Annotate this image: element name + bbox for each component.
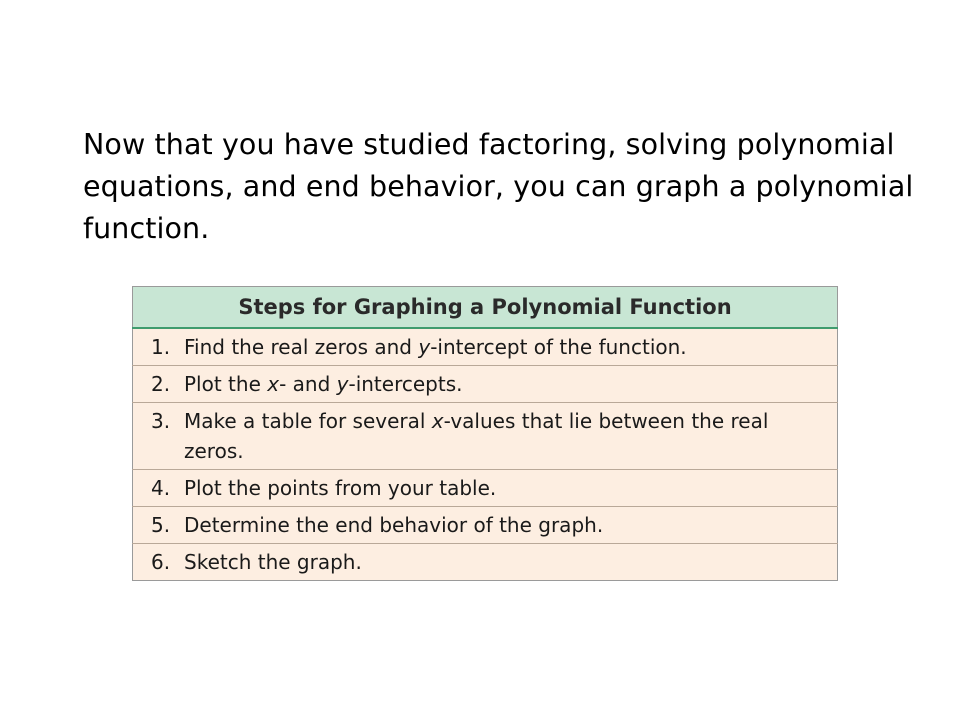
intro-paragraph: Now that you have studied factoring, solving polynomial equations, and end behavior, you can graph a polynomial function. (83, 128, 914, 245)
step-cell (133, 366, 838, 403)
table-row (133, 544, 838, 581)
table-title: Steps for Graphing a Polynomial Function (133, 287, 838, 329)
table-row (133, 507, 838, 544)
step-cell (133, 544, 838, 581)
step-text: Find the real zeros and y-intercept of the function. (184, 335, 687, 359)
step-text: Plot the points from your table. (184, 476, 497, 500)
step-number: 1. (151, 335, 171, 359)
step-text: Sketch the graph. (184, 550, 362, 574)
step-number: 2. (151, 372, 171, 396)
step-cell (133, 470, 838, 507)
step-cell (133, 507, 838, 544)
table-row (133, 403, 838, 470)
steps-table (132, 286, 838, 581)
table-row (133, 328, 838, 366)
step-number: 4. (151, 476, 171, 500)
step-cell (133, 403, 838, 470)
step-number: 5. (151, 513, 171, 537)
step-text: Determine the end behavior of the graph. (184, 513, 604, 537)
step-number: 3. (151, 409, 171, 433)
table-row (133, 366, 838, 403)
step-text: Make a table for several x-values that lie between the real zeros. (184, 409, 769, 463)
step-number: 6. (151, 550, 171, 574)
step-cell (133, 328, 838, 366)
step-text: Plot the x- and y-intercepts. (184, 372, 463, 396)
table-row (133, 470, 838, 507)
table-header-row (133, 287, 838, 329)
